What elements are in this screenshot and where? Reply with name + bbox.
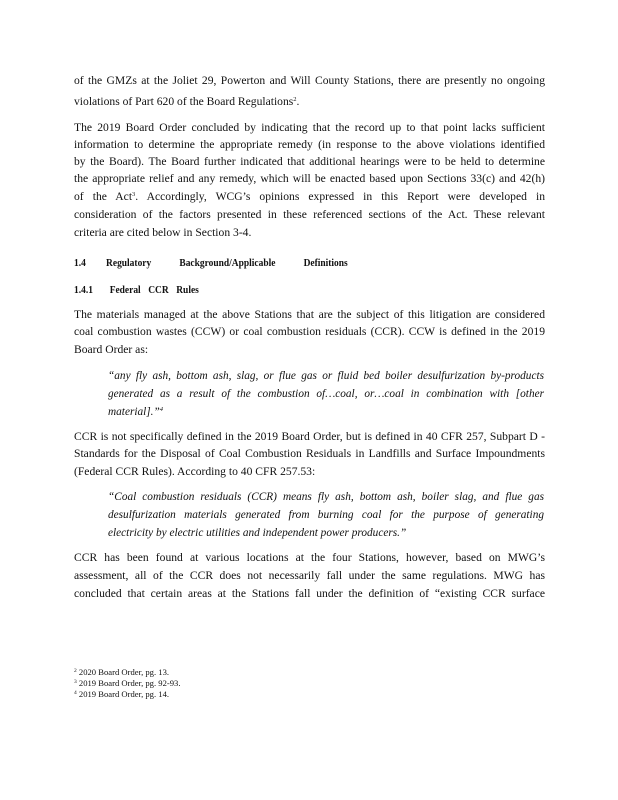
paragraph-4-line-2: Standards for the Disposal of Coal Combustion Residuals in Landfills and Surface Impoundments	[74, 447, 545, 460]
footnote-text: 2019 Board Order, pg. 14.	[78, 689, 170, 699]
paragraph-5-line-2: assessment, all of the CCR does not necessarily fall under the same regulations. MWG has	[74, 569, 545, 582]
footnote-number: 4	[74, 690, 77, 696]
paragraph-1-text: violations of Part 620 of the Board Regulations	[74, 95, 294, 108]
quote-2-line-3: electricity by electric utilities and independent power producers.”	[108, 527, 407, 539]
footnote-2	[74, 667, 169, 677]
paragraph-2-line-5-start: of the Act	[74, 190, 133, 203]
footnote-text: 2019 Board Order, pg. 92-93.	[78, 678, 181, 688]
paragraph-2-line-5-end: . Accordingly, WCG’s opinions expressed in this Report were developed in	[135, 190, 545, 203]
quote-1-end: material].”	[108, 406, 160, 418]
quote-2-line-1: “Coal combustion residuals (CCR) means fly ash, bottom ash, boiler slag, and flue gas	[108, 491, 544, 503]
quote-2-line-2: desulfurization materials generated from burning coal for the purpose of generating	[108, 509, 544, 521]
quote-1-line-2: generated as a result of the combustion of…coal, or…coal in combination with [other	[108, 388, 544, 400]
paragraph-3-line-1: The materials managed at the above Stations that are the subject of this litigation are considered	[74, 308, 545, 321]
footnote-4	[74, 689, 169, 699]
subsection-title: Federal CCR Rules	[109, 284, 199, 296]
paragraph-3-line-2: coal combustion wastes (CCW) or coal combustion residuals (CCR). CCW is defined in the 2019	[74, 325, 545, 338]
paragraph-4-line-3: (Federal CCR Rules). According to 40 CFR 257.53:	[74, 465, 316, 478]
subsection-number: 1.4.1	[74, 284, 93, 296]
footnote-ref-4: 4	[159, 406, 164, 413]
paragraph-4-line-1: CCR is not specifically defined in the 2019 Board Order, but is defined in 40 CFR 257, Subpart D -	[74, 430, 545, 443]
paragraph-5-line-3: concluded that certain areas at the Stations fall under the definition of “existing CCR surface	[74, 587, 545, 600]
section-title: Regulatory Background/Applicable Definitions	[106, 257, 348, 269]
footnote-3	[74, 678, 180, 688]
section-number: 1.4	[74, 257, 86, 269]
footnote-ref-2: 2	[293, 96, 297, 103]
paragraph-2-line-2: information to determine the appropriate remedy (in response to the above violations identified	[74, 138, 545, 151]
paragraph-2-line-1: The 2019 Board Order concluded by indicating that the record up to that point lacks sufficient	[74, 121, 545, 134]
section-heading-1-4	[74, 256, 348, 270]
paragraph-1-line-1: of the GMZs at the Joliet 29, Powerton and Will County Stations, there are presently no ongoing	[74, 74, 545, 87]
paragraph-1-period: .	[296, 95, 300, 108]
paragraph-1-line-2	[74, 95, 299, 109]
quote-1-line-1: “any fly ash, bottom ash, slag, or flue gas or fluid bed boiler desulfurization by-products	[108, 370, 544, 382]
footnote-ref-3: 3	[132, 191, 136, 198]
paragraph-2-line-4: the appropriate relief and any remedy, which will be enacted based upon Sections 33(c) and 42(h)	[74, 172, 545, 185]
footnote-number: 2	[74, 668, 77, 674]
paragraph-2-line-3: by the Board). The Board further indicated that additional hearings were to be held to determine	[74, 155, 545, 168]
section-heading-1-4-1	[74, 283, 199, 297]
paragraph-2-line-5	[74, 190, 545, 204]
quote-1-line-3	[108, 405, 163, 419]
footnote-separator	[74, 657, 174, 658]
footnote-number: 3	[74, 679, 77, 685]
footnote-text: 2020 Board Order, pg. 13.	[78, 667, 170, 677]
paragraph-5-line-1: CCR has been found at various locations at the four Stations, however, based on MWG’s	[74, 551, 545, 564]
paragraph-2-line-7: criteria are cited below in Section 3-4.	[74, 226, 252, 239]
paragraph-2-line-6: consideration of the factors presented in these referenced sections of the Act. These relevant	[74, 208, 545, 221]
paragraph-3-line-3: Board Order as:	[74, 343, 149, 356]
